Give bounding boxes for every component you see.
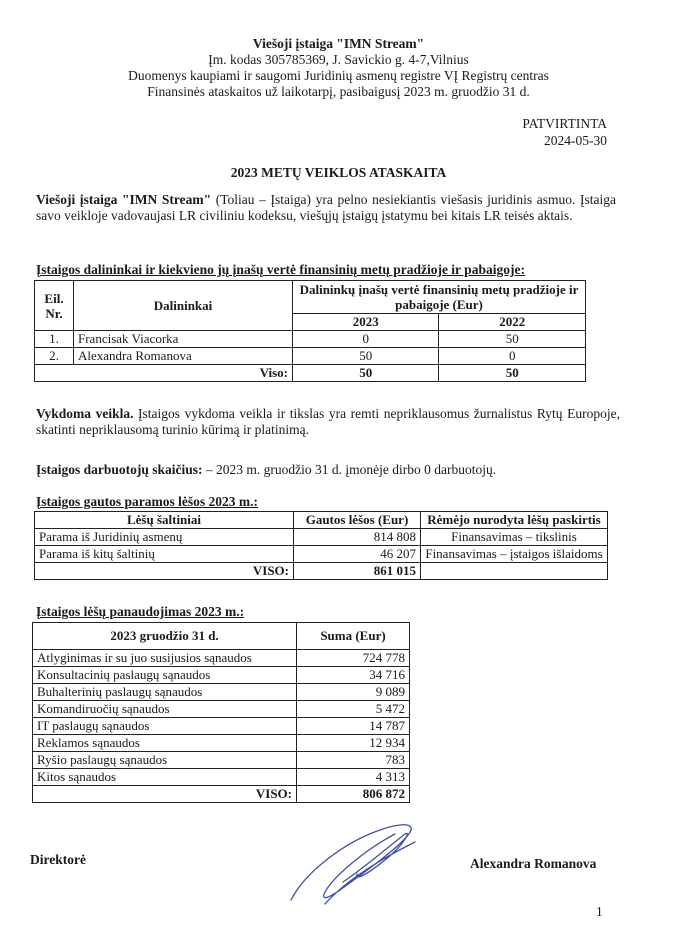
total-label: Viso: xyxy=(35,365,293,382)
table-row xyxy=(33,735,410,752)
employees-text: – 2023 m. gruodžio 31 d. įmonėje dirbo 0 darbuotojų. xyxy=(202,462,497,477)
row-value-2022: 50 xyxy=(439,331,586,348)
col-source-header: Lėšų šaltiniai xyxy=(35,512,294,529)
total-label: VISO: xyxy=(33,786,297,803)
report-title: 2023 METŲ VEIKLOS ATASKAITA xyxy=(230,165,447,180)
row-sum: 724 778 xyxy=(297,650,410,667)
shareholders-table xyxy=(34,280,586,382)
total-row xyxy=(33,786,410,803)
row-amount: 814 808 xyxy=(294,529,421,546)
col-sum-header: Suma (Eur) xyxy=(297,623,410,650)
company-code-address: Įm. kodas 305785369, J. Savickio g. 4-7,Vilnius xyxy=(208,52,469,67)
support-heading: Įstaigos gautos paramos lėšos 2023 m.: xyxy=(36,494,259,509)
row-sum: 12 934 xyxy=(297,735,410,752)
total-row xyxy=(35,365,586,382)
signatory-name: Alexandra Romanova xyxy=(470,856,597,871)
total-2023: 50 xyxy=(293,365,439,382)
total-label: VISO: xyxy=(35,563,294,580)
table-row xyxy=(33,684,410,701)
reporting-period: Finansinės ataskaitos už laikotarpį, pasibaigusį 2023 m. gruodžio 31 d. xyxy=(147,84,530,99)
year2-header: 2022 xyxy=(439,314,586,331)
row-value-2023: 0 xyxy=(293,331,439,348)
employees-lead: Įstaigos darbuotojų skaičius: xyxy=(36,462,203,477)
row-name: Konsultacinių paslaugų sąnaudos xyxy=(33,667,297,684)
row-source: Parama iš Juridinių asmenų xyxy=(35,529,294,546)
intro-paragraph xyxy=(36,192,616,224)
table-row xyxy=(35,529,608,546)
table-row xyxy=(33,752,410,769)
row-value-2022: 0 xyxy=(439,348,586,365)
employees-paragraph xyxy=(36,462,620,478)
usage-heading: Įstaigos lėšų panaudojimas 2023 m.: xyxy=(36,604,245,619)
page-number: 1 xyxy=(596,904,603,919)
organization-name: Viešoji įstaiga "IMN Stream" xyxy=(252,36,425,51)
col-purpose-header: Rėmėjo nurodyta lėšų paskirtis xyxy=(421,512,608,529)
usage-table xyxy=(32,622,410,803)
total-2022: 50 xyxy=(439,365,586,382)
col-value-header: Dalininkų įnašų vertė finansinių metų pradžioje ir pabaigoje (Eur) xyxy=(293,281,586,314)
table-row xyxy=(33,769,410,786)
row-name: Atlyginimas ir su juo susijusios sąnaudos xyxy=(33,650,297,667)
row-sum: 34 716 xyxy=(297,667,410,684)
activity-lead: Vykdoma veikla. xyxy=(36,406,134,421)
total-amount: 861 015 xyxy=(294,563,421,580)
total-sum: 806 872 xyxy=(297,786,410,803)
table-row xyxy=(35,546,608,563)
table-row xyxy=(33,667,410,684)
intro-lead: Viešoji įstaiga "IMN Stream" xyxy=(36,192,212,207)
row-source: Parama iš kitų šaltinių xyxy=(35,546,294,563)
col-name-header: Dalininkai xyxy=(74,281,293,331)
row-value-2023: 50 xyxy=(293,348,439,365)
row-name: IT paslaugų sąnaudos xyxy=(33,718,297,735)
activity-text: Įstaigos vykdoma veikla ir tikslas yra remti nepriklausomus žurnalistus Rytų Europoje, skatinti nepriklausomą turinio kūrimą ir platinimą. xyxy=(36,406,620,437)
col-received-header: Gautos lėšos (Eur) xyxy=(294,512,421,529)
registry-info: Duomenys kaupiami ir saugomi Juridinių asmenų registre VĮ Registrų centras xyxy=(128,68,549,83)
row-name: Buhalterinių paslaugų sąnaudos xyxy=(33,684,297,701)
row-sum: 783 xyxy=(297,752,410,769)
row-name: Reklamos sąnaudos xyxy=(33,735,297,752)
intro-text: (Toliau – Įstaiga) yra pelno nesiekiantis viešasis juridinis asmuo. Įstaiga savo veikloje vadovaujasi LR civiliniu kodeksu, viešųjų įstaigų įstatymu bei kitais LR teisės aktais. xyxy=(36,192,617,223)
row-sum: 5 472 xyxy=(297,701,410,718)
year1-header: 2023 xyxy=(293,314,439,331)
row-name: Ryšio paslaugų sąnaudos xyxy=(33,752,297,769)
approved-label: PATVIRTINTA xyxy=(522,116,607,131)
row-purpose: Finansavimas – įstaigos išlaidoms xyxy=(421,546,608,563)
row-amount: 46 207 xyxy=(294,546,421,563)
row-name: Alexandra Romanova xyxy=(74,348,293,365)
table-row xyxy=(35,331,586,348)
row-sum: 14 787 xyxy=(297,718,410,735)
row-name: Francisak Viacorka xyxy=(74,331,293,348)
row-sum: 9 089 xyxy=(297,684,410,701)
col-no-header: Eil. Nr. xyxy=(35,281,74,331)
total-purpose-empty xyxy=(421,563,608,580)
table-row xyxy=(33,701,410,718)
document-header xyxy=(0,36,677,100)
row-sum: 4 313 xyxy=(297,769,410,786)
approval-block xyxy=(522,115,607,149)
activity-paragraph xyxy=(36,406,620,438)
row-name: Komandiruočių sąnaudos xyxy=(33,701,297,718)
row-purpose: Finansavimas – tikslinis xyxy=(421,529,608,546)
support-table xyxy=(34,511,608,580)
approved-date: 2024-05-30 xyxy=(544,133,607,148)
table-row xyxy=(35,348,586,365)
table-row xyxy=(33,718,410,735)
total-row xyxy=(35,563,608,580)
shareholders-heading: Įstaigos dalininkai ir kiekvieno jų įnašų vertė finansinių metų pradžioje ir pabaigoje: xyxy=(36,262,525,277)
row-name: Kitos sąnaudos xyxy=(33,769,297,786)
signature-icon xyxy=(285,812,425,912)
row-no: 1. xyxy=(35,331,74,348)
signatory-role: Direktorė xyxy=(30,852,86,867)
row-no: 2. xyxy=(35,348,74,365)
col-date-header: 2023 gruodžio 31 d. xyxy=(33,623,297,650)
table-row xyxy=(33,650,410,667)
